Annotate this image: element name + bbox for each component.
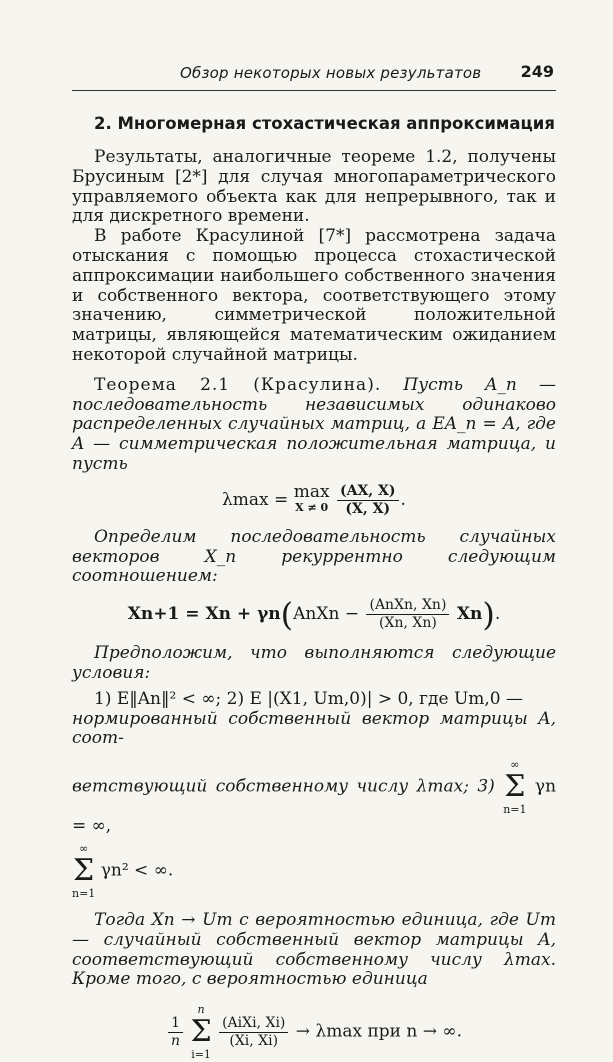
max-operator	[293, 482, 330, 515]
fraction-numerator: (AnXn, Xn)	[366, 597, 449, 615]
sum-operator-1	[503, 757, 526, 817]
paragraph-5: Тогда Xn → Um с вероятностью единица, где Um — случайный собственный вектор матрицы A, соответствующий собственному числу λmax. Кроме того, с вероятностью единица	[72, 909, 556, 990]
sigma-symbol: Σ	[504, 769, 526, 805]
right-paren: )	[482, 595, 495, 634]
sum-top: n	[197, 1003, 205, 1017]
recurrence-fraction	[366, 597, 449, 632]
paragraph-1: Результаты, аналогичные теореме 1.2, получены Брусиным [2*] для случая многопараметрического управляемого объекта как для непрерывного, так и для дискретного времени.	[72, 147, 556, 227]
max-label: max	[293, 482, 330, 503]
page-content	[72, 112, 556, 1062]
formula-recurrence: Xn+1 = Xn + γn(AnXn − $\frac{\text{(AnXn, Xn)}}{(Xn, Xn)}$ Xn).	[127, 595, 501, 634]
sum-expression-2: γn² < ∞.	[100, 860, 174, 881]
theorem-text: Пусть A_n — последовательность независимых одинаково распределенных случайных матриц, а EA_n = A, где A — симметрическая положительная матрица, и пусть	[72, 374, 556, 474]
one-over-n	[168, 1015, 183, 1050]
average-fraction	[219, 1015, 288, 1050]
sum-expression: γn = ∞,	[72, 776, 557, 837]
sum-operator-3	[190, 1002, 211, 1062]
sum-top: ∞	[510, 758, 520, 772]
theorem-label: Теорема 2.1 (Красулина).	[94, 374, 382, 395]
paragraph-2: В работе Красулиной [7*] рассмотрена задача отыскания с помощью процесса стохастической аппроксимации наибольшего собственного значения и собственного вектора, соответствующего этому значению, симметрической положительной матрицы, являющейся математическим ожиданием некоторой случайной матрицы.	[72, 226, 556, 365]
sum-subscript: i=1	[191, 1048, 211, 1062]
formula2-lhs: Xn+1 = Xn + γn	[127, 604, 281, 625]
fraction-numerator: (AX, X)	[337, 483, 399, 501]
condition-line-3-text: ветствующий собственному числу λmax; 3)	[72, 776, 495, 797]
fraction-denominator: (Xn, Xn)	[379, 615, 437, 632]
sum-operator-2	[72, 841, 95, 901]
formula-lambda-max	[72, 483, 556, 518]
running-title: Обзор некоторых новых результатов	[180, 64, 482, 82]
fraction-denominator: (Xi, Xi)	[229, 1032, 279, 1049]
paragraph-4: Предположим, что выполняются следующие условия:	[72, 643, 556, 683]
rayleigh-fraction	[337, 483, 399, 518]
page-number: 249	[520, 62, 554, 81]
fraction-denominator: n	[171, 1032, 181, 1049]
condition-line-1: 1) E‖An‖² < ∞; 2) E |(X1, Um,0)| > 0, где Um,0 —	[94, 688, 524, 709]
fraction-denominator: (X, X)	[345, 500, 391, 517]
condition-line-3	[72, 757, 556, 837]
sum-top: ∞	[79, 841, 89, 855]
formula1-tail: .	[400, 489, 406, 510]
fraction-numerator: 1	[168, 1015, 183, 1033]
formula1-lhs: λmax =	[222, 489, 289, 510]
sigma-symbol: Σ	[73, 852, 95, 888]
section-title: 2. Многомерная стохастическая аппроксимация	[94, 114, 555, 133]
sum-subscript: n=1	[72, 886, 96, 900]
formula2-tail: Xn	[456, 604, 483, 625]
formula2-inner: AnXn −	[293, 604, 360, 625]
page-header	[72, 62, 556, 91]
fraction-numerator: (AiXi, Xi)	[219, 1015, 288, 1033]
condition-line-2: нормированный собственный вектор матрицы A, соот-	[72, 708, 556, 749]
formula-average-limit	[72, 1002, 556, 1062]
left-paren: (	[280, 595, 294, 634]
max-subscript: X ≠ 0	[295, 501, 329, 515]
formula3-tail: → λmax при n → ∞.	[295, 1021, 462, 1042]
condition-line-4	[72, 841, 556, 901]
sigma-symbol: Σ	[190, 1014, 212, 1050]
sum-subscript: n=1	[503, 803, 527, 817]
paragraph-3: Определим последовательность случайных векторов X_n рекуррентно следующим соотношением:	[72, 526, 556, 587]
theorem-paragraph	[72, 376, 556, 475]
